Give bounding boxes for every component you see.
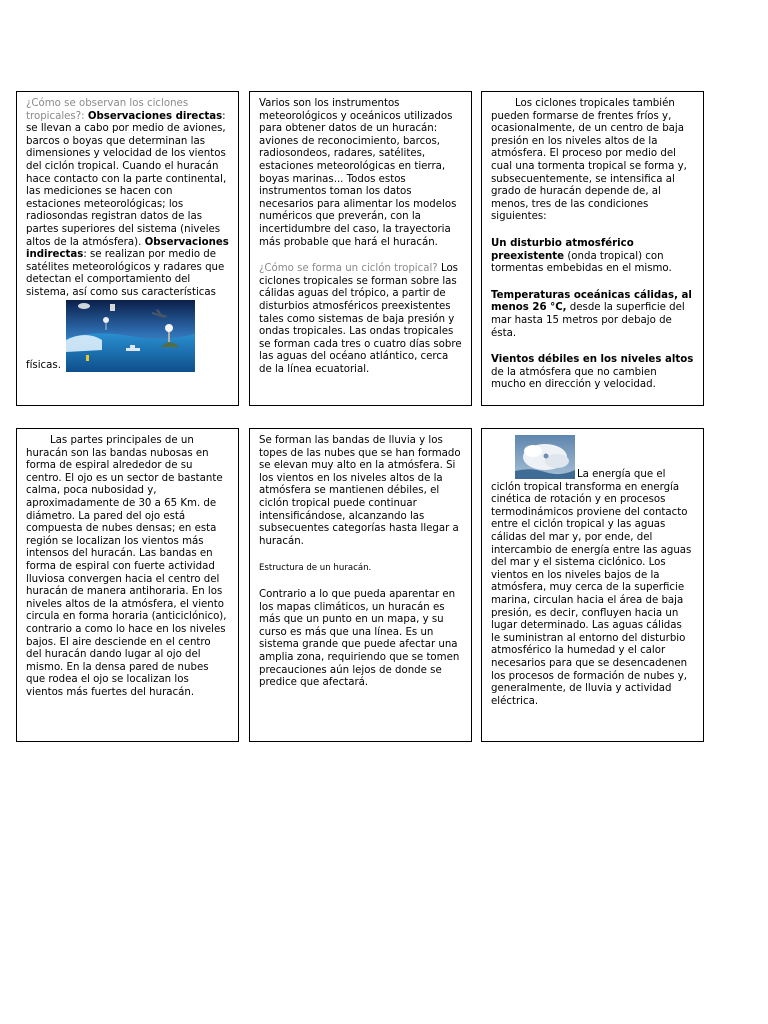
indirect-observations-text: : se realizan por medio de satélites meteorológicos y radares que detectan el comportamiento del sistema, así como sus características bbox=[26, 249, 225, 298]
direct-observations-text: : se llevan a cabo por medio de aviones, barcos o boyas que determinan las dimensiones y velocidad de los vientos del ciclón tropical. Cuando el huracán hace contacto con la parte continental, las mediciones se hacen con estaciones meteorológicas; los radiosondas registran datos de las partes superiores del sistema (niveles altos de la atmósfera). bbox=[26, 110, 227, 248]
condition-winds bbox=[491, 354, 694, 392]
card-formation-conditions bbox=[481, 91, 704, 406]
hurricane-parts-text: Las partes principales de un huracán son las bandas nubosas en forma de espiral alrededor de su centro. El ojo es un sector de bastante calma, poca nubosidad y, aproximadamente de 30 a 65 Km. de diámetro. La pared del ojo está compuesta de nubes densas; en esta región se localizan los vientos más intensos del huracán. Las bandas en forma de espiral con fuerte actividad lluviosa convergen hacia el centro del huracán de manera antihoraria. En los niveles altos de la atmósfera, el viento circula en forma horaria (anticiclónico), contrario a como lo hace en los niveles bajos. El aire desciende en el centro del huracán dando lugar al ojo del mismo. En la densa pared de nubes que rodea el ojo se localizan los vientos más fuertes del huracán. bbox=[26, 435, 227, 698]
condition-temperature bbox=[491, 290, 694, 340]
structure-paragraph: Contrario a lo que pueda aparentar en los mapas climáticos, un huracán es más que un punto en un mapa, y su curso es más que una línea. Es un sistema grande que puede afectar una amplia zona, requiriendo que se tomen precauciones aún lejos de donde se predice que afectará. bbox=[259, 588, 460, 689]
condition-disturbance bbox=[491, 238, 694, 276]
condition-temperature-text: desde la superficie del mar hasta 15 metros por debajo de ésta. bbox=[491, 302, 685, 339]
observation-systems-illustration bbox=[66, 300, 195, 372]
question-heading: ¿Cómo se observan los ciclones tropicales?: bbox=[26, 98, 189, 122]
instruments-paragraph: Varios son los instrumentos meteorológicos y oceánicos utilizados para obtener datos de un huracán: aviones de reconocimiento, barcos, radiosondeos, radares, satélites, estaciones meteorológicas en tierra, boyas marinas... Todos estos instrumentos toman los datos necesarios para alimentar los modelos numéricos que preverán, con la incertidumbre del caso, la trayectoria más probable que hará el huracán. bbox=[259, 98, 457, 248]
formation-paragraph bbox=[259, 263, 462, 376]
card-observation-methods bbox=[16, 91, 239, 406]
energy-paragraph: La energía que el ciclón tropical transforma en energía cinética de rotación y en procesos termodinámicos proviene del contacto entre el ciclón tropical y las aguas cálidas del mar y, por ende, del intercambio de energía entre las aguas del mar y el sistema ciclónico. Los vientos en los niveles bajos de la atmósfera, muy cerca de la superficie marina, circulan hacia el área de baja presión, es decir, confluyen hacia un lugar determinado. Las aguas cálidas le suministran al entorno del disturbio atmosférico la humedad y el calor necesarios para que se desencadenen los procesos de formación de nubes y, generalmente, de lluvia y actividad eléctrica. bbox=[491, 469, 692, 707]
formation-text: Los ciclones tropicales se forman sobre las cálidas aguas del trópico, a partir de disturbios atmosféricos preexistentes tales como sistemas de baja presión y ondas tropicales. Las ondas tropicales se forman cada tres o cuatro días sobre las aguas del océano atlántico, cerca de la línea ecuatorial. bbox=[259, 263, 462, 375]
formation-question: ¿Cómo se forma un ciclón tropical? bbox=[259, 263, 438, 275]
card-rain-bands-structure bbox=[249, 428, 472, 742]
indirect-observations-title: Observaciones indirectas bbox=[26, 236, 229, 261]
card-instruments-formation bbox=[249, 91, 472, 406]
card-hurricane-parts bbox=[16, 428, 239, 742]
condition-temperature-title: Temperaturas oceánicas cálidas, al menos 26 °C, bbox=[491, 289, 692, 314]
conditions-intro: Los ciclones tropicales también pueden formarse de frentes fríos y, ocasionalmente, de un centro de baja presión en los niveles altos de la atmósfera. El proceso por medio del cual una tormenta tropical se forma y, subsecuentemente, se intensifica al grado de huracán depende de, al menos, tres de las condiciones siguientes: bbox=[491, 98, 687, 223]
rain-bands-paragraph: Se forman las bandas de lluvia y los topes de las nubes que se han formado se elevan muy alto en la atmósfera. Si los vientos en los niveles altos de la atmósfera se mantienen débiles, el ciclón tropical puede continuar intensificándose, alcanzando las subsecuentes categorías hasta llegar a huracán. bbox=[259, 435, 461, 547]
structure-heading: Estructura de un huracán. bbox=[259, 563, 372, 574]
hurricane-satellite-image bbox=[515, 435, 575, 479]
condition-winds-text: de la atmósfera que no cambien mucho en dirección y velocidad. bbox=[491, 366, 657, 391]
condition-winds-title: Vientos débiles en los niveles altos bbox=[491, 354, 694, 366]
card-energy bbox=[481, 428, 704, 742]
direct-observations-title: Observaciones directas bbox=[87, 110, 223, 122]
condition-disturbance-title: Un disturbio atmosférico preexistente bbox=[491, 237, 634, 262]
condition-disturbance-text: (onda tropical) con tormentas embebidas en el mismo. bbox=[491, 250, 672, 275]
observation-text bbox=[26, 98, 229, 300]
observation-tail: físicas. bbox=[26, 359, 61, 371]
figure-row bbox=[26, 300, 229, 372]
